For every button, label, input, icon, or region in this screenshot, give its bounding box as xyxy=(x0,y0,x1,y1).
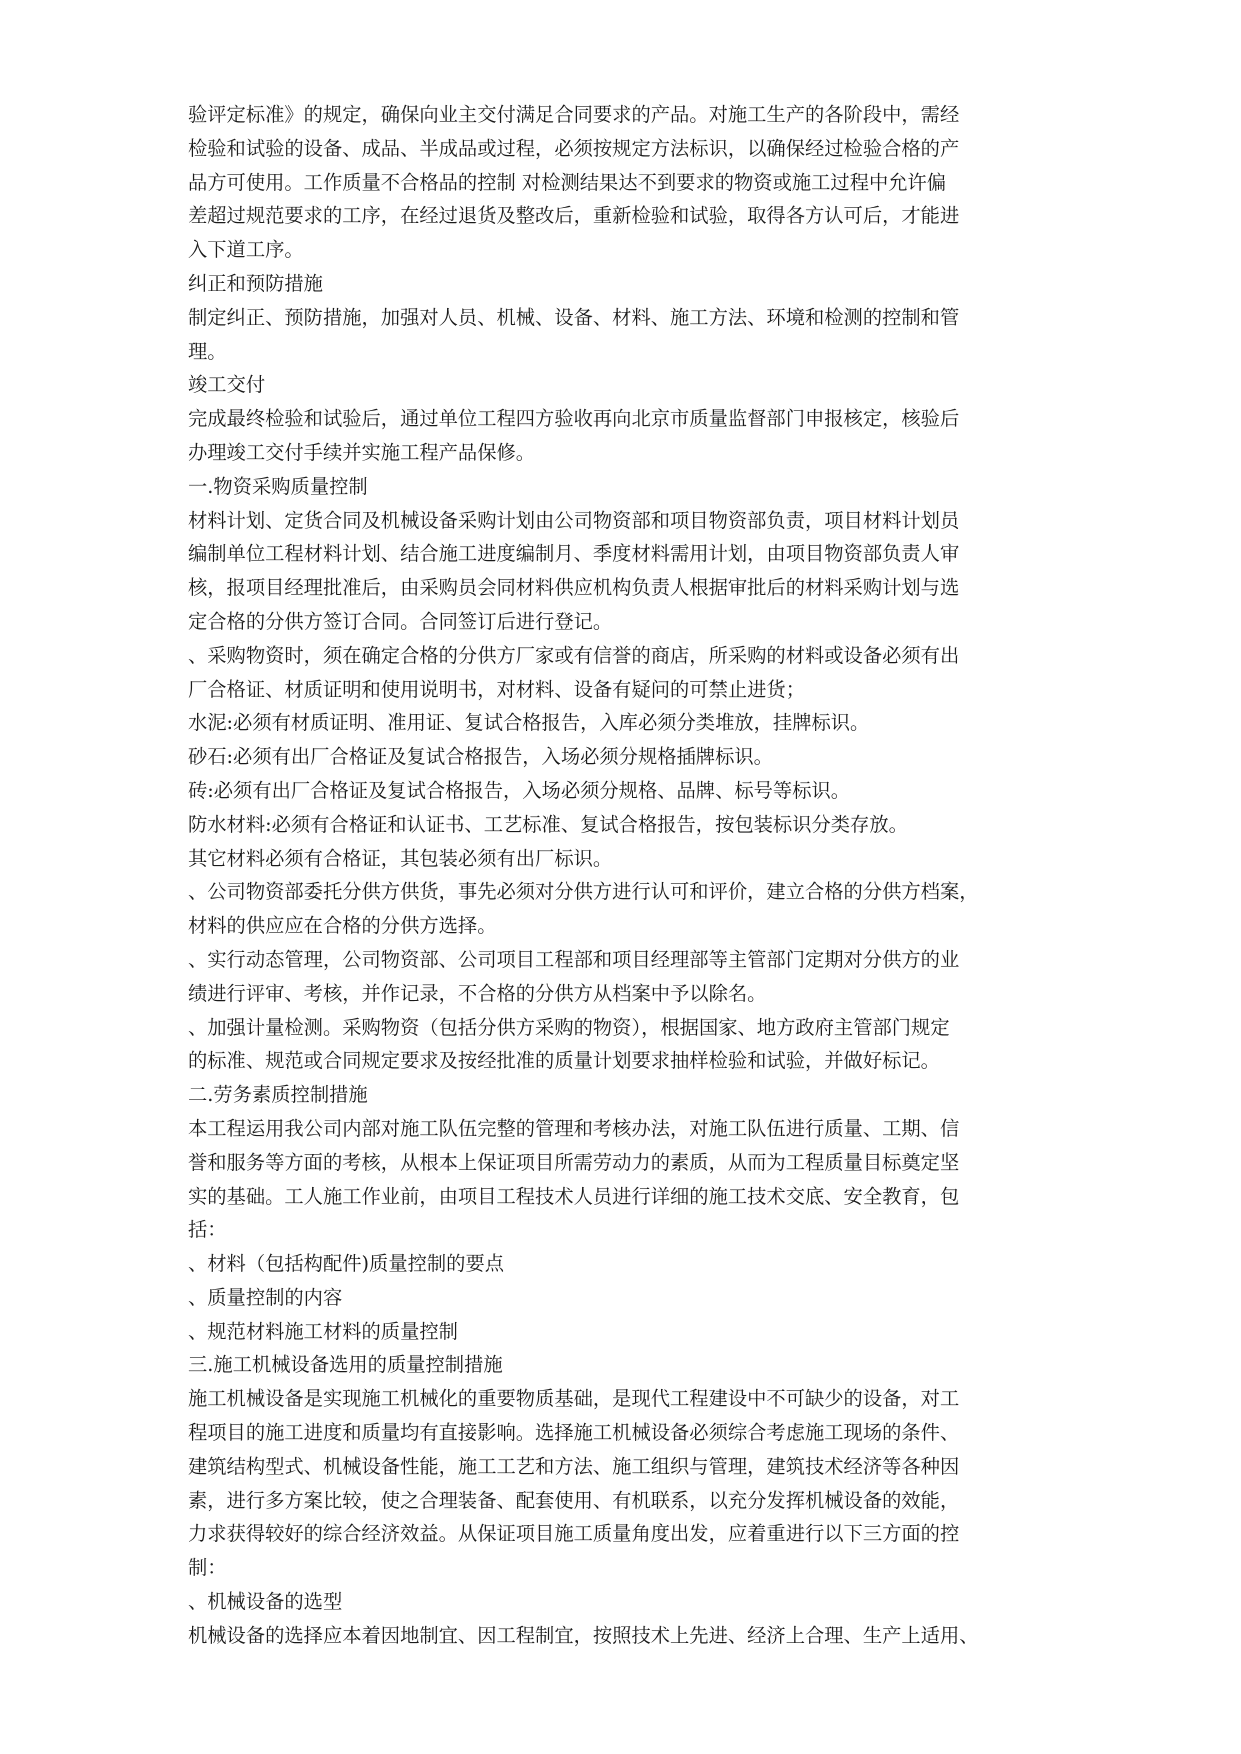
text-line: 竣工交付 xyxy=(188,373,266,397)
text-line: 绩进行评审、考核，并作记录，不合格的分供方从档案中予以除名。 xyxy=(188,981,767,1005)
text-line: 砂石:必须有出厂合格证及复试合格报告，入场必须分规格插牌标识。 xyxy=(188,745,773,769)
text-line: 纠正和预防措施 xyxy=(188,271,323,295)
text-line: 的标准、规范或合同规定要求及按经批准的质量计划要求抽样检验和试验，并做好标记。 xyxy=(188,1049,940,1073)
text-line: 品方可使用。工作质量不合格品的控制 对检测结果达不到要求的物资或施工过程中允许偏 xyxy=(188,170,947,194)
text-line: 、采购物资时，须在确定合格的分供方厂家或有信誉的商店，所采购的材料或设备必须有出 xyxy=(188,643,960,667)
text-line: 机械设备的选择应本着因地制宜、因工程制宜，按照技术上先进、经济上合理、生产上适用、 xyxy=(188,1623,979,1647)
text-line: 素，进行多方案比较，使之合理装备、配套使用、有机联系，以充分发挥机械设备的效能， xyxy=(188,1488,960,1512)
text-line: 、规范材料施工材料的质量控制 xyxy=(188,1319,458,1343)
text-line: 制： xyxy=(188,1556,227,1580)
text-line: 检验和试验的设备、成品、半成品或过程，必须按规定方法标识，以确保经过检验合格的产 xyxy=(188,136,960,160)
text-line: 力求获得较好的综合经济效益。从保证项目施工质量角度出发，应着重进行以下三方面的控 xyxy=(188,1522,960,1546)
text-line: 、机械设备的选型 xyxy=(188,1590,343,1614)
text-line: 定合格的分供方签订合同。合同签订后进行登记。 xyxy=(188,609,613,633)
text-line: 材料计划、定货合同及机械设备采购计划由公司物资部和项目物资部负责，项目材料计划员 xyxy=(188,508,960,532)
text-line: 编制单位工程材料计划、结合施工进度编制月、季度材料需用计划，由项目物资部负责人审 xyxy=(188,542,960,566)
text-line: 程项目的施工进度和质量均有直接影响。选择施工机械设备必须综合考虑施工现场的条件、 xyxy=(188,1421,960,1445)
text-line: 水泥:必须有材质证明、准用证、复试合格报告，入库必须分类堆放，挂牌标识。 xyxy=(188,711,870,735)
text-line: 誉和服务等方面的考核，从根本上保证项目所需劳动力的素质，从而为工程质量目标奠定坚 xyxy=(188,1150,960,1174)
text-line: 完成最终检验和试验后，通过单位工程四方验收再向北京市质量监督部门申报核定，核验后 xyxy=(188,407,960,431)
text-line: 防水材料:必须有合格证和认证书、工艺标准、复试合格报告，按包装标识分类存放。 xyxy=(188,812,908,836)
text-line: 一.物资采购质量控制 xyxy=(188,474,368,498)
text-line: 实的基础。工人施工作业前，由项目工程技术人员进行详细的施工技术交底、安全教育，包 xyxy=(188,1184,960,1208)
text-line: 括： xyxy=(188,1218,227,1242)
text-line: 制定纠正、预防措施，加强对人员、机械、设备、材料、施工方法、环境和检测的控制和管 xyxy=(188,305,960,329)
text-line: 三.施工机械设备选用的质量控制措施 xyxy=(188,1353,503,1377)
text-line: 办理竣工交付手续并实施工程产品保修。 xyxy=(188,440,536,464)
text-line: 核，报项目经理批准后，由采购员会同材料供应机构负责人根据审批后的材料采购计划与选 xyxy=(188,576,960,600)
text-line: 本工程运用我公司内部对施工队伍完整的管理和考核办法，对施工队伍进行质量、工期、信 xyxy=(188,1116,960,1140)
text-line: 建筑结构型式、机械设备性能，施工工艺和方法、施工组织与管理，建筑技术经济等各种因 xyxy=(188,1454,960,1478)
text-line: 理。 xyxy=(188,339,227,363)
text-line: 验评定标准》的规定，确保向业主交付满足合同要求的产品。对施工生产的各阶段中，需经 xyxy=(188,103,960,126)
text-line: 、材料（包括构配件)质量控制的要点 xyxy=(188,1252,505,1276)
text-line: 二.劳务素质控制措施 xyxy=(188,1083,368,1107)
text-line: 、实行动态管理，公司物资部、公司项目工程部和项目经理部等主管部门定期对分供方的业 xyxy=(188,947,960,971)
text-line: 入下道工序。 xyxy=(188,238,304,262)
text-line: 施工机械设备是实现施工机械化的重要物质基础，是现代工程建设中不可缺少的设备，对工 xyxy=(188,1387,960,1411)
text-line: 砖:必须有出厂合格证及复试合格报告，入场必须分规格、品牌、标号等标识。 xyxy=(188,778,851,802)
text-line: 、加强计量检测。采购物资（包括分供方采购的物资），根据国家、地方政府主管部门规定 xyxy=(188,1015,950,1039)
text-line: 材料的供应应在合格的分供方选择。 xyxy=(188,914,497,938)
text-line: 其它材料必须有合格证，其包装必须有出厂标识。 xyxy=(188,846,613,870)
text-line: 、质量控制的内容 xyxy=(188,1285,343,1309)
document-page xyxy=(188,98,1060,1653)
text-line: 、公司物资部委托分供方供货，事先必须对分供方进行认可和评价，建立合格的分供方档案， xyxy=(188,880,979,904)
text-line: 厂合格证、材质证明和使用说明书，对材料、设备有疑问的可禁止进货； xyxy=(188,677,805,701)
text-line: 差超过规范要求的工序，在经过退货及整改后，重新检验和试验，取得各方认可后，才能进 xyxy=(188,204,960,228)
